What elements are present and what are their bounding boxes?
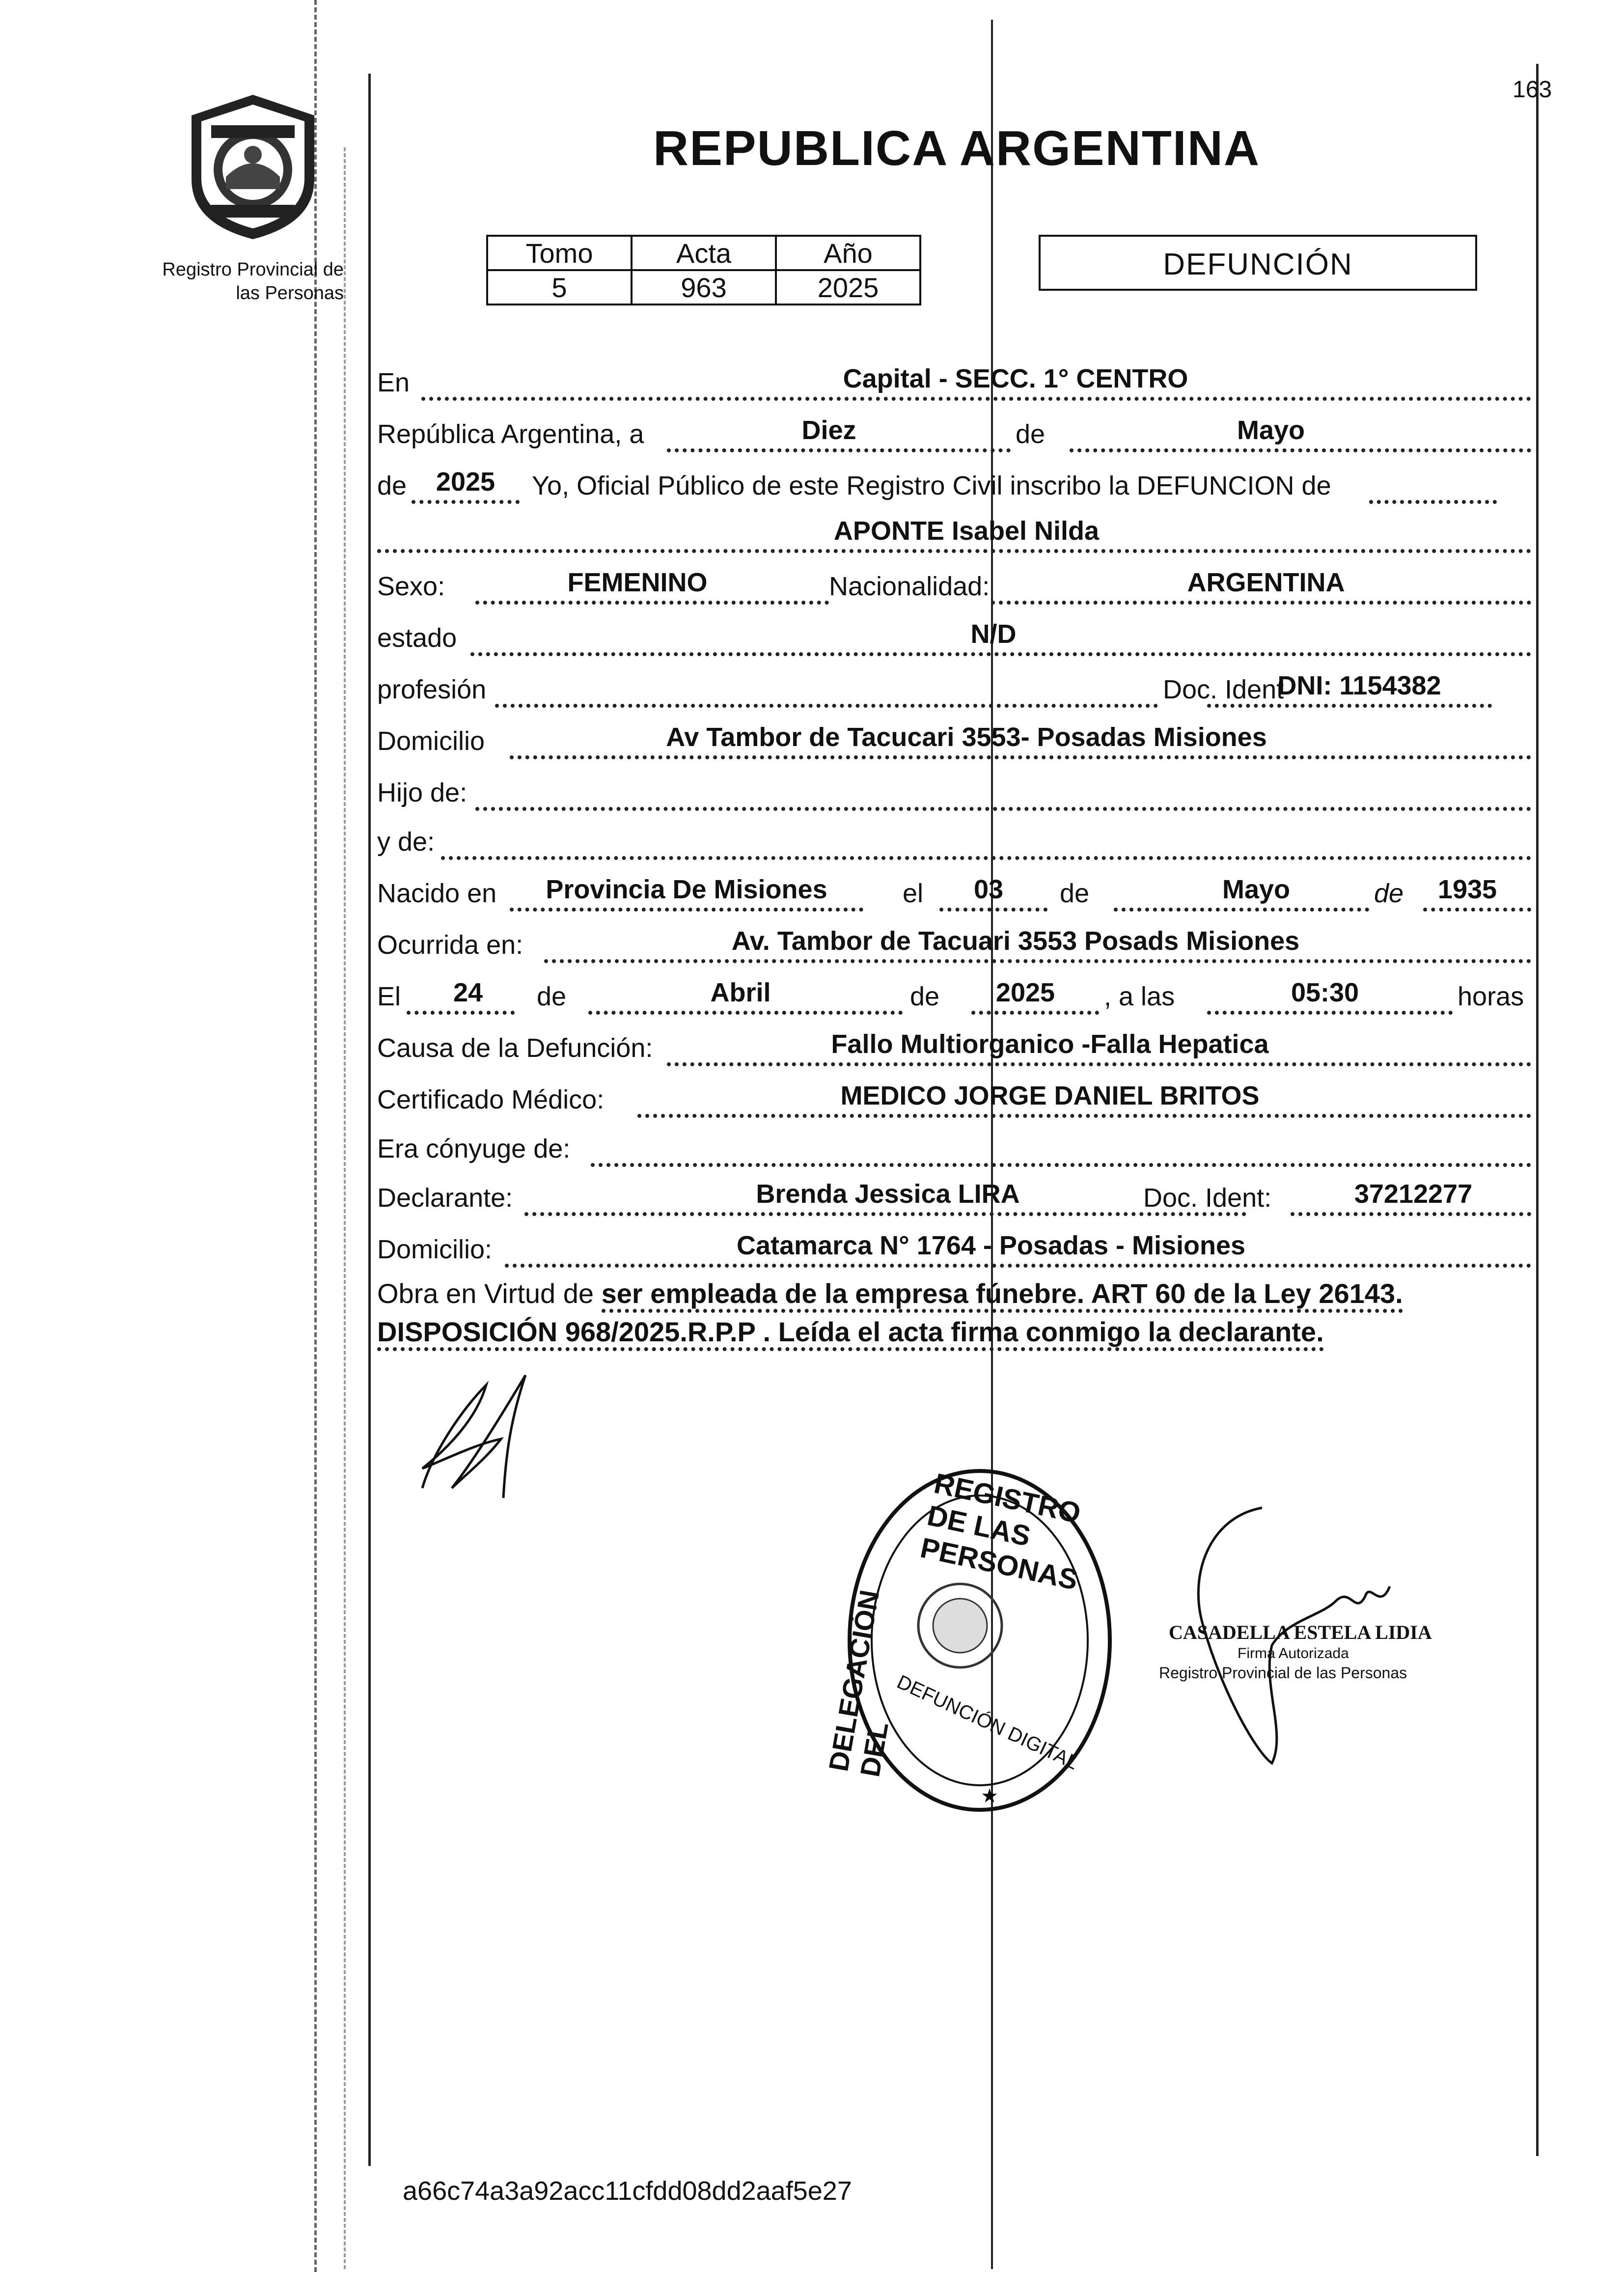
form-right-border bbox=[1536, 64, 1539, 2156]
label-nacionalidad: Nacionalidad: bbox=[829, 572, 990, 601]
line-conyuge bbox=[591, 1131, 1531, 1167]
row-nombre bbox=[377, 511, 1531, 555]
value-en: Capital - SECC. 1° CENTRO bbox=[843, 364, 1188, 393]
document-hash: a66c74a3a92acc11cfdd08dd2aaf5e27 bbox=[403, 2176, 852, 2206]
record-table bbox=[486, 235, 921, 305]
official-name: CASADELLA ESTELA LIDIA bbox=[1169, 1621, 1432, 1643]
text-inscribe: Yo, Oficial Público de este Registro Civil inscribo la DEFUNCION de bbox=[532, 471, 1331, 500]
value-birth-day: 03 bbox=[973, 875, 1004, 904]
value-causa: Fallo Multiorganico -Falla Hepatica bbox=[831, 1029, 1269, 1059]
label-de-year: de bbox=[377, 471, 407, 500]
row-fecha-defuncion bbox=[377, 972, 1531, 1017]
label-doc-ident-declarante: Doc. Ident: bbox=[1143, 1183, 1272, 1213]
row-nacido bbox=[377, 869, 1531, 914]
label-conyuge: Era cónyuge de: bbox=[377, 1134, 571, 1164]
label-hijo-de: Hijo de: bbox=[377, 778, 468, 807]
record-value-anio: 2025 bbox=[776, 270, 920, 305]
label-el-death: El bbox=[377, 982, 401, 1011]
label-de-birth-month: de bbox=[1060, 879, 1090, 908]
row-estado bbox=[377, 614, 1531, 658]
value-domicilio-declarante: Catamarca N° 1764 - Posadas - Misiones bbox=[736, 1231, 1246, 1260]
row-hijo-de bbox=[377, 769, 1531, 813]
label-el: el bbox=[903, 879, 924, 908]
obra-en-virtud bbox=[377, 1275, 1531, 1351]
label-sexo: Sexo: bbox=[377, 572, 445, 601]
official-office: Registro Provincial de las Personas bbox=[1159, 1664, 1407, 1682]
label-certificado: Certificado Médico: bbox=[377, 1085, 605, 1114]
label-domicilio-declarante: Domicilio: bbox=[377, 1235, 493, 1264]
value-certificado: MEDICO JORGE DANIEL BRITOS bbox=[840, 1081, 1260, 1110]
svg-text:★: ★ bbox=[981, 1785, 998, 1807]
line-profesion bbox=[495, 671, 1158, 708]
value-birth-month: Mayo bbox=[1222, 875, 1291, 904]
label-nacido-en: Nacido en bbox=[377, 879, 497, 908]
form-left-border bbox=[368, 74, 371, 2166]
value-name: APONTE Isabel Nilda bbox=[833, 516, 1100, 546]
value-declarante: Brenda Jessica LIRA bbox=[756, 1179, 1020, 1209]
label-en: En bbox=[377, 368, 410, 397]
record-header-acta: Acta bbox=[632, 236, 776, 270]
binding-mark-left bbox=[314, 0, 317, 2272]
province-crest-logo bbox=[182, 91, 324, 243]
value-doc-ident-declarante: 37212277 bbox=[1354, 1179, 1473, 1209]
document-title: REPUBLICA ARGENTINA bbox=[653, 121, 1261, 176]
label-republica: República Argentina, a bbox=[377, 419, 644, 449]
line-hijo-de bbox=[475, 775, 1531, 811]
label-horas: horas bbox=[1458, 982, 1524, 1011]
label-obra: Obra en Virtud de bbox=[377, 1278, 594, 1309]
row-certificado bbox=[377, 1076, 1531, 1120]
value-nacido-en: Provincia De Misiones bbox=[546, 875, 827, 904]
value-month: Mayo bbox=[1237, 416, 1305, 445]
value-year: 2025 bbox=[436, 467, 495, 497]
row-conyuge bbox=[377, 1125, 1531, 1169]
stamp-left-text: DELEGACIÓN DEL bbox=[823, 1587, 894, 1779]
label-domicilio: Domicilio bbox=[377, 726, 485, 756]
value-birth-year: 1935 bbox=[1437, 875, 1497, 904]
record-value-acta: 963 bbox=[632, 270, 776, 305]
record-header-tomo: Tomo bbox=[487, 236, 632, 270]
value-estado: N/D bbox=[970, 619, 1017, 649]
stamp-bottom-text: DEFUNCIÓN DIGITAL bbox=[893, 1671, 1082, 1774]
registry-caption bbox=[157, 258, 344, 305]
value-ocurrida-en: Av. Tambor de Tacuari 3553 Posads Misiones bbox=[731, 926, 1300, 956]
row-declarante bbox=[377, 1174, 1531, 1218]
line-inscribe bbox=[1369, 468, 1497, 504]
row-inscribe bbox=[377, 462, 1531, 506]
value-day: Diez bbox=[801, 416, 856, 445]
value-obra: ser empleada de la empresa fúnebre. ART 60 de la Ley 26143. DISPOSICIÓN 968/2025.R.P.P . Leída el acta firma conmigo la declarante. bbox=[377, 1278, 1403, 1351]
value-death-time: 05:30 bbox=[1291, 978, 1359, 1007]
record-value-tomo: 5 bbox=[487, 270, 632, 305]
label-a-las: , a las bbox=[1104, 982, 1175, 1011]
value-nacionalidad: ARGENTINA bbox=[1187, 568, 1345, 597]
row-profesion bbox=[377, 665, 1531, 710]
value-death-day: 24 bbox=[453, 978, 483, 1007]
row-causa bbox=[377, 1024, 1531, 1068]
row-domicilio-declarante bbox=[377, 1225, 1531, 1270]
label-y-de: y de: bbox=[377, 827, 435, 857]
page-number: 163 bbox=[1513, 77, 1552, 103]
label-de-death-month: de bbox=[537, 982, 567, 1011]
record-header-anio: Año bbox=[776, 236, 920, 270]
value-doc-ident: DNI: 1154382 bbox=[1277, 671, 1441, 700]
official-role: Firma Autorizada bbox=[1238, 1645, 1349, 1662]
declarant-signature bbox=[403, 1365, 550, 1503]
row-sexo bbox=[377, 562, 1531, 607]
official-signature bbox=[1159, 1498, 1454, 1773]
official-stamp bbox=[823, 1464, 1117, 1817]
registry-line-2: las Personas bbox=[236, 283, 344, 304]
line-y-de bbox=[441, 824, 1531, 860]
label-estado: estado bbox=[377, 623, 457, 653]
label-causa: Causa de la Defunción: bbox=[377, 1033, 653, 1063]
value-death-year: 2025 bbox=[995, 978, 1055, 1007]
label-de-month: de bbox=[1016, 419, 1046, 449]
row-y-de bbox=[377, 818, 1531, 862]
value-death-month: Abril bbox=[710, 978, 771, 1007]
registry-line-1: Registro Provincial de bbox=[162, 259, 344, 280]
label-doc-ident: Doc. Ident bbox=[1163, 675, 1284, 704]
value-sexo: FEMENINO bbox=[567, 568, 708, 597]
label-declarante: Declarante: bbox=[377, 1183, 513, 1213]
record-type-box: DEFUNCIÓN bbox=[1039, 235, 1477, 291]
label-de-death-year: de bbox=[910, 982, 940, 1011]
label-profesion: profesión bbox=[377, 675, 487, 704]
value-domicilio: Av Tambor de Tacucari 3553- Posadas Misiones bbox=[666, 722, 1267, 752]
row-ocurrida bbox=[377, 921, 1531, 965]
binding-mark-inner bbox=[344, 147, 346, 2269]
label-ocurrida-en: Ocurrida en: bbox=[377, 930, 523, 960]
row-domicilio bbox=[377, 717, 1531, 761]
row-en bbox=[377, 359, 1531, 403]
label-de-birth-year: de bbox=[1374, 879, 1404, 908]
stamp-top-text: REGISTRO DE LAS PERSONAS bbox=[917, 1467, 1084, 1596]
row-fecha-inscripcion bbox=[377, 410, 1531, 454]
